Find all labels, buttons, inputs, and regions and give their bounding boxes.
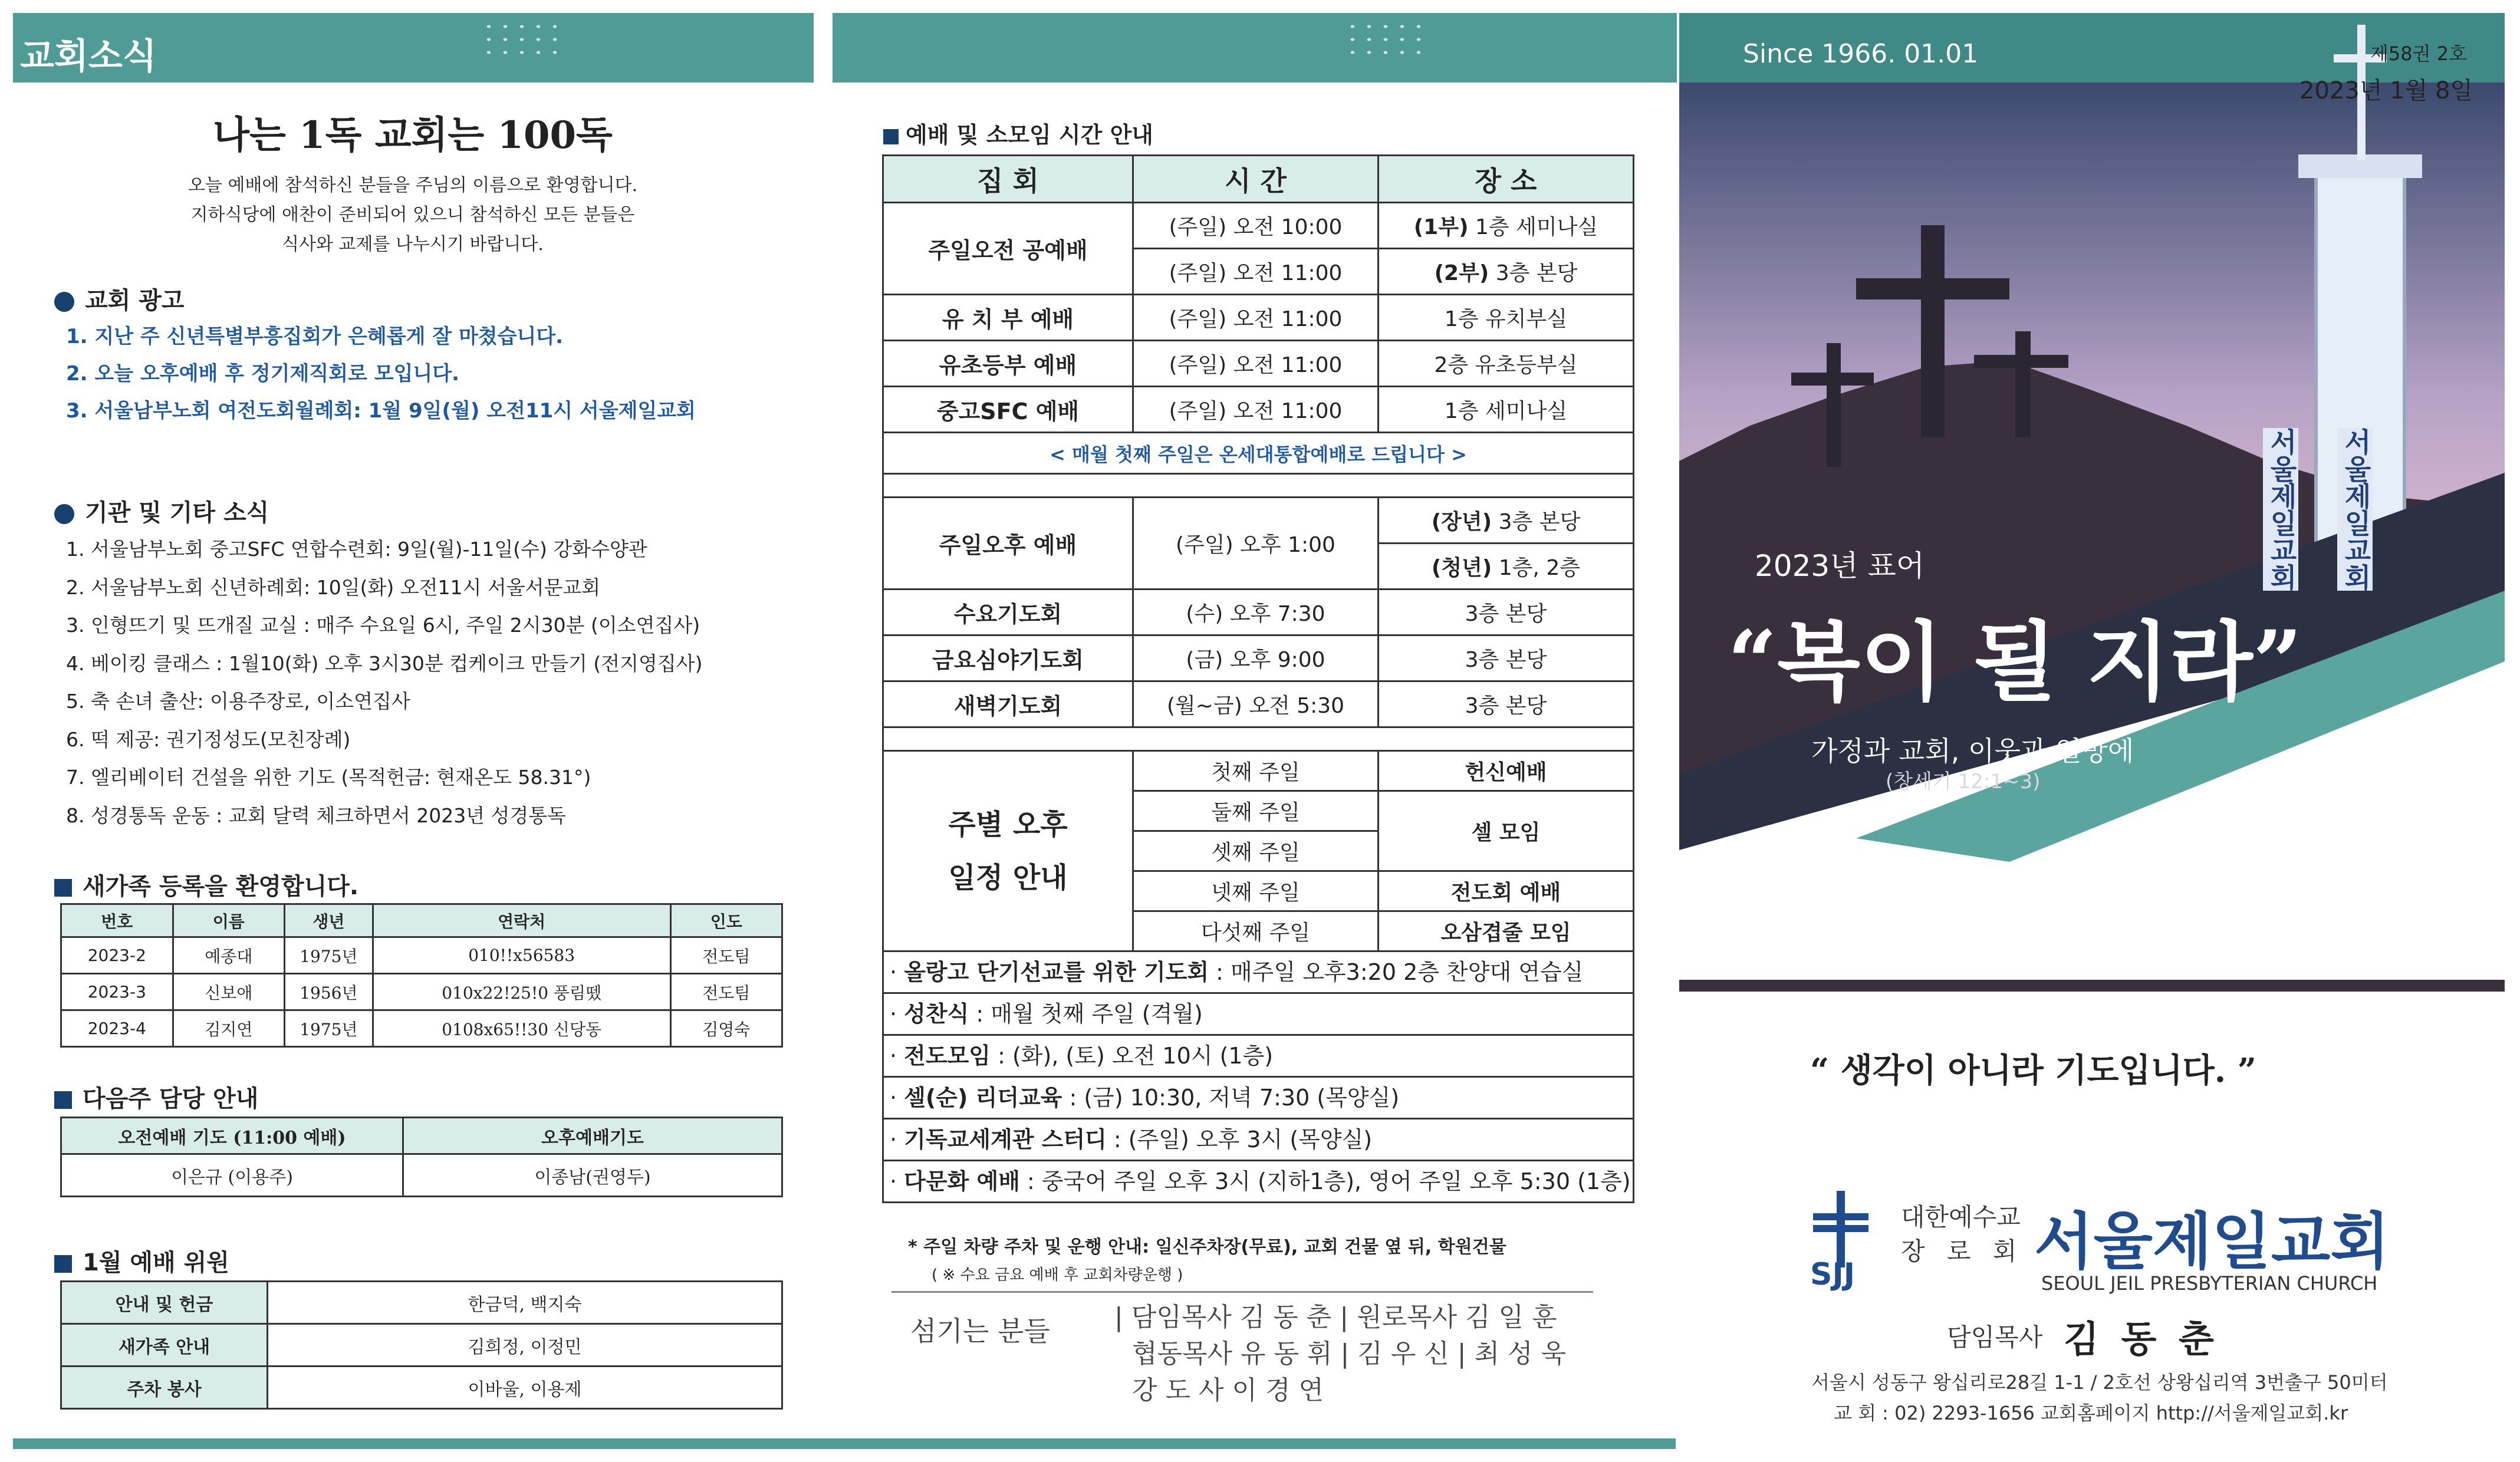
schedule-table xyxy=(882,154,1634,1203)
table-row: 주별 오후 일정 안내 첫째 주일 헌신예배 xyxy=(883,751,1634,791)
table-header: 집 회 xyxy=(883,156,1133,203)
news-item: 8. 성경통독 운동 : 교회 달력 체크하면서 2023년 성경통독 xyxy=(66,804,567,827)
table-header: 연락처 xyxy=(373,904,670,937)
welcome-line: 지하식당에 애찬이 준비되어 있으니 참석하신 모든 분들은 xyxy=(190,205,635,225)
table-row: · 올랑고 단기선교를 위한 기도회 : 매주일 오후3:20 2층 찬양대 연습실 xyxy=(883,951,1634,993)
volume-label: 제58권 2호 xyxy=(2370,42,2467,65)
table-row: 셋째 주일 xyxy=(883,831,1634,871)
table-header: 생년 xyxy=(285,904,373,937)
motto-text: “복이 될 지라” xyxy=(1728,612,2302,713)
ad-item: 2. 오늘 오후예배 후 정기제직회로 모입니다. xyxy=(66,362,460,386)
church-address: 서울시 성동구 왕십리로28길 1-1 / 2호선 상왕십리역 3번출구 50미터 xyxy=(1811,1371,2388,1394)
servants-divider xyxy=(891,1291,1593,1293)
news-list xyxy=(66,531,703,835)
pastor-label: 담임목사 xyxy=(1947,1323,2043,1352)
header-dots-decoration xyxy=(481,20,569,61)
table-row: 수요기도회 (수) 오후 7:30 3층 본당 xyxy=(883,590,1634,635)
square-bullet-icon xyxy=(883,129,899,144)
table-row: 2023-4 김지연 1975년 0108x65!!30 신당동 김영숙 xyxy=(61,1010,782,1047)
table-header: 번호 xyxy=(61,904,173,937)
welcome-text xyxy=(88,171,737,259)
ads-title: 교회 광고 xyxy=(54,282,185,315)
table-row: · 전도모임 : (화), (토) 오전 10시 (1층) xyxy=(883,1035,1634,1077)
table-header: 시 간 xyxy=(1133,156,1379,203)
denomination xyxy=(1901,1200,2024,1269)
committee-title: 1월 예배 위원 xyxy=(54,1244,229,1277)
table-row: 중고SFC 예배 (주일) 오전 11:00 1층 세미나실 xyxy=(883,387,1634,433)
table-row: 유초등부 예배 (주일) 오전 11:00 2층 유초등부실 xyxy=(883,341,1634,387)
servants-line: 강 도 사 이 경 연 xyxy=(1132,1375,1324,1405)
table-row: 주차 봉사 이바울, 이용제 xyxy=(61,1366,782,1409)
ads-list xyxy=(66,318,696,430)
denomination-line: 장 로 회 xyxy=(1901,1237,2024,1266)
servants-names xyxy=(1114,1299,1566,1409)
left-header-label: 교회소식 xyxy=(20,36,157,77)
newcomers-table xyxy=(60,903,783,1048)
cover-artwork xyxy=(1679,13,2505,992)
table-header: 장 소 xyxy=(1379,156,1634,203)
table-row: 2023-2 예종대 1975년 010!!x56583 전도팀 xyxy=(61,937,782,974)
pastor-name: 김 동 춘 xyxy=(2064,1318,2219,1361)
ad-item: 1. 지난 주 신년특별부흥집회가 은혜롭게 잘 마쳤습니다. xyxy=(66,325,564,348)
prayer-quote: “ 생각이 아니라 기도입니다. ” xyxy=(1810,1051,2256,1090)
table-row: (청년) 1층, 2층 xyxy=(883,544,1634,590)
ad-item: 3. 서울남부노회 여전도회월례회: 1월 9일(월) 오전11시 서울제일교회 xyxy=(66,399,696,423)
table-row: · 성찬식 : 매월 첫째 주일 (격월) xyxy=(883,993,1634,1035)
table-header: 오전예배 기도 (11:00 예배) xyxy=(61,1118,403,1154)
issue-date: 2023년 1월 8일 xyxy=(2299,77,2473,104)
welcome-line: 오늘 예배에 참석하신 분들을 주님의 이름으로 환영합니다. xyxy=(187,175,638,196)
bottom-band xyxy=(13,1438,1676,1449)
table-row: < 매월 첫째 주일은 온세대통합예배로 드립니다 > xyxy=(883,433,1634,474)
newcomers-title: 새가족 등록을 환영합니다. xyxy=(54,868,358,901)
table-row: 금요심야기도회 (금) 오후 9:00 3층 본당 xyxy=(883,635,1634,681)
table-row: 새벽기도회 (월~금) 오전 5:30 3층 본당 xyxy=(883,681,1634,727)
duty-title: 다음주 담당 안내 xyxy=(54,1080,258,1114)
table-header: 인도 xyxy=(670,904,782,937)
duty-table xyxy=(60,1117,783,1197)
church-contact: 교 회 : 02) 2293-1656 교회홈페이지 http://서울제일교회.kr xyxy=(1834,1402,2348,1424)
table-row: 유 치 부 예배 (주일) 오전 11:00 1층 유치부실 xyxy=(883,295,1634,341)
header-dots-decoration xyxy=(1344,20,1433,61)
since-label: Since 1966. 01.01 xyxy=(1743,39,1979,69)
motto-year: 2023년 표어 xyxy=(1755,549,1925,583)
table-row: 둘째 주일 셀 모임 xyxy=(883,791,1634,831)
middle-header-band xyxy=(833,13,1677,83)
motto-subtitle: 가정과 교회, 이웃과 열방에 xyxy=(1811,735,2134,767)
table-row: 새가족 안내 김희정, 이정민 xyxy=(61,1324,782,1366)
news-item: 6. 떡 제공: 권기정성도(모친장례) xyxy=(66,727,351,751)
table-row: · 기독교세계관 스터디 : (주일) 오후 3시 (목양실) xyxy=(883,1119,1634,1161)
square-bullet-icon xyxy=(54,1091,72,1109)
table-row: 2023-3 신보애 1956년 010x22!25!0 풍림뗐 전도팀 xyxy=(61,974,782,1010)
table-header: 오후예배기도 xyxy=(403,1118,782,1154)
table-row: 이은규 (이용주) 이종남(권영두) xyxy=(61,1154,782,1197)
news-title: 기관 및 기타 소식 xyxy=(54,494,269,528)
news-item: 3. 인형뜨기 및 뜨개질 교실 : 매주 수요일 6시, 주일 2시30분 (이소연집사) xyxy=(66,614,700,637)
square-bullet-icon xyxy=(54,1255,72,1273)
table-header: 이름 xyxy=(173,904,284,937)
church-name-en: SEOUL JEIL PRESBYTERIAN CHURCH xyxy=(2041,1272,2378,1295)
servants-label: 섬기는 분들 xyxy=(910,1315,1050,1347)
table-row: · 셀(순) 리더교육 : (금) 10:30, 저녁 7:30 (목양실) xyxy=(883,1077,1634,1119)
table-row: 주일오전 공예배 (주일) 오전 10:00 (1부) 1층 세미나실 xyxy=(883,203,1634,249)
news-item: 2. 서울남부노회 신년하례회: 10일(화) 오전11시 서울서문교회 xyxy=(66,575,601,599)
table-row: 안내 및 헌금 한금덕, 백지숙 xyxy=(61,1282,782,1324)
table-row: 주일오후 예배 (주일) 오후 1:00 (장년) 3층 본당 xyxy=(883,498,1634,544)
tower-sign-right: 서울제일교회 xyxy=(2337,428,2373,591)
servants-line: 협동목사 유 동 휘 | 김 우 신 | 최 성 욱 xyxy=(1132,1339,1567,1369)
servants-line: | 담임목사 김 동 춘 | 원로목사 김 일 훈 xyxy=(1114,1302,1557,1332)
parking-note-sub: ( ※ 수요 금요 예배 후 교회차량운행 ) xyxy=(932,1266,1183,1284)
denomination-line: 대한예수교 xyxy=(1901,1203,2021,1231)
news-item: 1. 서울남부노회 중고SFC 연합수련회: 9일(월)-11일(수) 강화수양관 xyxy=(66,538,647,561)
welcome-line: 식사와 교제를 나누시기 바랍니다. xyxy=(282,234,544,255)
table-row: (주일) 오전 11:00 (2부) 3층 본당 xyxy=(883,249,1634,295)
circle-bullet-icon xyxy=(54,504,74,524)
tower-sign-left: 서울제일교회 xyxy=(2263,428,2298,591)
table-row: 넷째 주일 전도회 예배 xyxy=(883,871,1634,911)
church-name: 서울제일교회 xyxy=(2034,1206,2390,1277)
table-row: 다섯째 주일 오삼겹줄 모임 xyxy=(883,911,1634,951)
circle-bullet-icon xyxy=(54,292,74,312)
square-bullet-icon xyxy=(54,879,72,897)
table-row: · 다문화 예배 : 중국어 주일 오후 3시 (지하1층), 영어 주일 오후 5:30 (1층) xyxy=(883,1161,1634,1203)
news-item: 5. 축 손녀 출산: 이용주장로, 이소연집사 xyxy=(66,690,410,713)
headline: 나는 1독 교회는 100독 xyxy=(213,113,613,157)
motto-reference: (창세기 12:1~3) xyxy=(1886,770,2041,793)
cover-image xyxy=(1679,13,2505,992)
parking-note: * 주일 차량 주차 및 운행 안내: 일신주차장(무료), 교회 건물 옆 뒤, 학원건물 xyxy=(908,1237,1506,1257)
news-item: 4. 베이킹 클래스 : 1월10(화) 오후 3시30분 컵케이크 만들기 (전지영집사) xyxy=(66,651,703,675)
schedule-title: 예배 및 소모임 시간 안내 xyxy=(883,117,1153,149)
news-item: 7. 엘리베이터 건설을 위한 기도 (목적헌금: 현재온도 58.31°) xyxy=(66,766,591,789)
logo-letters: SJJ xyxy=(1810,1257,1856,1292)
committee-table xyxy=(60,1280,783,1410)
